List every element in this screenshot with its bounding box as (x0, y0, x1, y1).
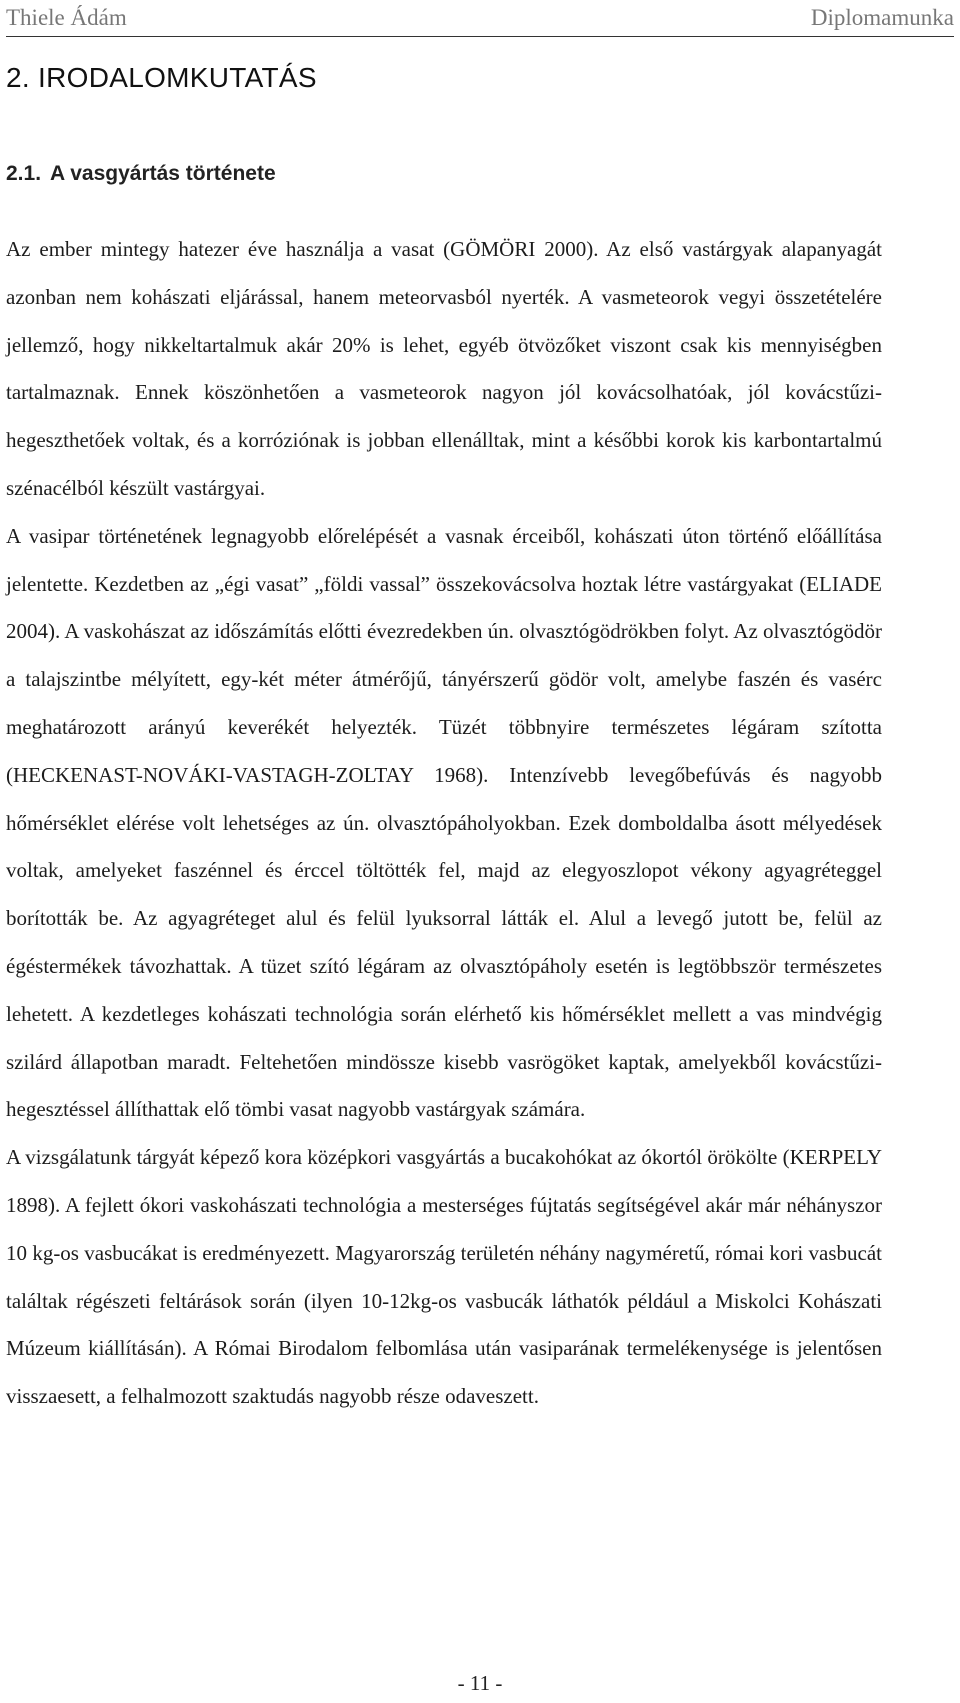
page-number: - 11 - (457, 1671, 503, 1695)
section-title (6, 160, 276, 188)
section-number: 2.1. (6, 162, 42, 185)
paragraph-1: Az ember mintegy hatezer éve használja a vasat (GÖMÖRI 2000). Az első vastárgyak alapanyagát azonban nem kohászati eljárással, hanem meteorvasból nyerték. A vasmeteorok vegyi összetételére jellemző, hogy nikkeltartalmuk akár 20% is lehet, egyéb ötvözőket viszont csak kis mennyiségben tartalmaznak. Ennek köszönhetően a vasmeteorok nagyon jól kovácsolhatóak, jól kovácstűzi-hegeszthetőek voltak, és a korróziónak is jobban ellenálltak, mint a későbbi korok kis karbontartalmú szénacélból készült vastárgyai. (6, 237, 882, 500)
body-text (6, 226, 882, 1421)
paragraph-3: A vizsgálatunk tárgyát képező kora középkori vasgyártás a bucakohókat az ókortól örökölte (KERPELY 1898). A fejlett ókori vaskohászati technológia a mesterséges fújtatás segítségével akár már néhányszor 10 kg-os vasbucákat is eredményezett. Magyarország területén néhány nagyméretű, római kori vasbucát találtak régészeti feltárások során (ilyen 10-12kg-os vasbucák láthatók például a Miskolci Kohászati Múzeum kiállításán). A Római Birodalom felbomlása után vasiparának termelékenysége is jelentősen visszaesett, a felhalmozott szaktudás nagyobb része odaveszett. (6, 1145, 882, 1409)
section-heading-text: A vasgyártás története (50, 162, 276, 185)
chapter-title: 2. IRODALOMKUTATÁS (6, 62, 317, 93)
paragraph-2: A vasipar történetének legnagyobb előrelépését a vasnak érceiből, kohászati úton történő előállítása jelentette. Kezdetben az „égi vasat” „földi vassal” összekovácsolva hoztak létre vastárgyakat (ELIADE 2004). A vaskohászat az időszámítás előtti évezredekben ún. olvasztógödrökben folyt. Az olvasztógödör a talajszintbe mélyített, egy-két méter átmérőjű, tányérszerű gödör volt, amelybe faszén és vasérc meghatározott arányú keverékét helyezték. Tüzét többnyire természetes légáram szította (HECKENAST-NOVÁKI-VASTAGH-ZOLTAY 1968). Intenzívebb levegőbefúvás és nagyobb hőmérséklet elérése volt lehetséges az ún. olvasztópáholyokban. Ezek domboldalba ásott mélyedések voltak, amelyeket faszénnel és érccel töltötték fel, majd az elegyoszlopot vékony agyagréteggel borították be. Az agyagréteget alul és felül lyuksorral látták el. Alul a levegő jutott be, felül az égéstermékek távozhattak. A tüzet szító légáram az olvasztópáholy esetén is legtöbbször természetes lehetett. A kezdetleges kohászati technológia során elérhető kis hőmérséklet mellett a vas mindvégig szilárd állapotban maradt. Feltehetően mindössze kisebb vasrögöket kaptak, amelyekből kovácstűzi-hegesztéssel állíthattak elő tömbi vasat nagyobb vastárgyak számára. (6, 523, 882, 1122)
running-header (6, 2, 954, 37)
header-doc-type: Diplomamunka (810, 5, 954, 30)
header-author: Thiele Ádám (6, 5, 127, 30)
